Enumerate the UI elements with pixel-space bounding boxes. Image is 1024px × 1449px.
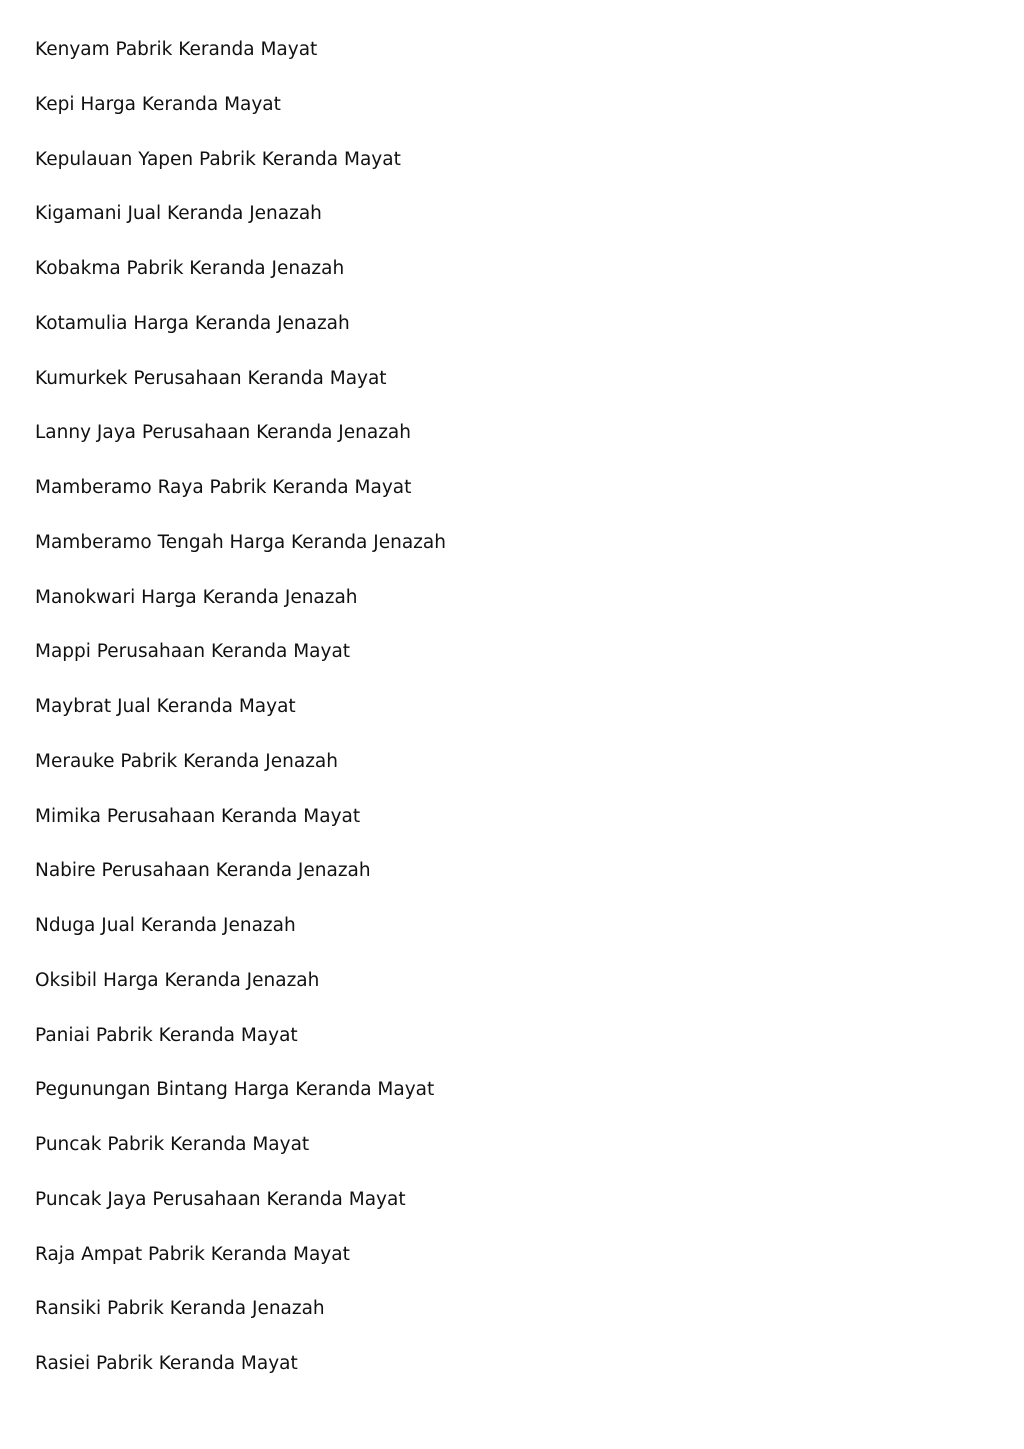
- list-item: Oksibil Harga Keranda Jenazah: [35, 969, 320, 991]
- list-item: Kepi Harga Keranda Mayat: [35, 93, 281, 115]
- list-item: Kenyam Pabrik Keranda Mayat: [35, 39, 318, 60]
- list-item: Kumurkek Perusahaan Keranda Mayat: [35, 367, 387, 389]
- text-line-list: [35, 37, 935, 1406]
- list-item: Kigamani Jual Keranda Jenazah: [35, 203, 322, 225]
- list-item: Puncak Pabrik Keranda Mayat: [35, 1134, 310, 1155]
- list-item: Raja Ampat Pabrik Keranda Mayat: [35, 1243, 350, 1265]
- list-item: Puncak Jaya Perusahaan Keranda Mayat: [35, 1188, 406, 1210]
- list-item: Mappi Perusahaan Keranda Mayat: [35, 641, 351, 663]
- list-item: Mamberamo Tengah Harga Keranda Jenazah: [35, 531, 446, 553]
- list-item: Ransiki Pabrik Keranda Jenazah: [35, 1298, 325, 1320]
- list-item: Mimika Perusahaan Keranda Mayat: [35, 805, 361, 827]
- list-item: Manokwari Harga Keranda Jenazah: [35, 586, 358, 608]
- list-item: Paniai Pabrik Keranda Mayat: [35, 1024, 298, 1046]
- list-item: Lanny Jaya Perusahaan Keranda Jenazah: [35, 422, 411, 444]
- list-item: Rasiei Pabrik Keranda Mayat: [35, 1353, 298, 1374]
- list-item: Kepulauan Yapen Pabrik Keranda Mayat: [35, 148, 401, 170]
- list-item: Maybrat Jual Keranda Mayat: [35, 696, 296, 717]
- list-item: Mamberamo Raya Pabrik Keranda Mayat: [35, 477, 412, 498]
- list-item: Nduga Jual Keranda Jenazah: [35, 915, 296, 936]
- list-item: Kobakma Pabrik Keranda Jenazah: [35, 258, 345, 279]
- list-item: Kotamulia Harga Keranda Jenazah: [35, 312, 350, 334]
- list-item: Merauke Pabrik Keranda Jenazah: [35, 750, 338, 772]
- list-item: Nabire Perusahaan Keranda Jenazah: [35, 860, 371, 882]
- list-item: Pegunungan Bintang Harga Keranda Mayat: [35, 1079, 435, 1101]
